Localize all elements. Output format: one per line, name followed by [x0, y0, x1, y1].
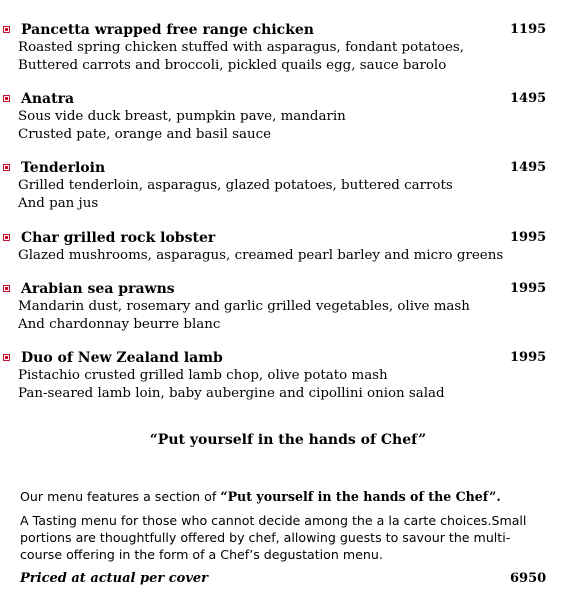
- description-line: Pan-seared lamb loin, baby aubergine and cipollini onion salad: [18, 386, 445, 401]
- item-description: [18, 108, 346, 144]
- tasting-price-label: Priced at actual per cover: [20, 571, 208, 586]
- item-price: 1995: [510, 230, 547, 245]
- chef-description: A Tasting menu for those who cannot decide among the a la carte choices.Small portions are thoughtfully offered by chef, allowing guests to savour the multi-course offering in the form of a Chef’s degustation menu.: [20, 513, 527, 562]
- bullet-icon: [3, 234, 10, 241]
- description-line: Mandarin dust, rosemary and garlic grilled vegetables, olive mash: [18, 299, 470, 314]
- bullet-icon: [3, 164, 10, 171]
- tasting-price: 6950: [510, 571, 547, 586]
- item-name: Pancetta wrapped free range chicken: [21, 22, 314, 38]
- item-name: Tenderloin: [21, 160, 106, 176]
- item-description: [18, 298, 470, 334]
- item-description: [18, 247, 503, 265]
- bullet-icon: [3, 354, 10, 361]
- description-line: And chardonnay beurre blanc: [18, 317, 221, 332]
- item-price: 1195: [510, 22, 547, 37]
- item-name: Anatra: [21, 91, 75, 107]
- item-name: Duo of New Zealand lamb: [21, 350, 223, 366]
- intro-text: Our menu features a section of: [20, 489, 221, 504]
- description-line: Glazed mushrooms, asparagus, creamed pearl barley and micro greens: [18, 248, 504, 263]
- item-name: Arabian sea prawns: [21, 281, 175, 297]
- item-description: [18, 367, 445, 403]
- description-line: And pan jus: [18, 196, 99, 211]
- description-line: Sous vide duck breast, pumpkin pave, mandarin: [18, 109, 346, 124]
- description-line: Buttered carrots and broccoli, pickled quails egg, sauce barolo: [18, 58, 447, 73]
- description-line: Grilled tenderloin, asparagus, glazed potatoes, buttered carrots: [18, 178, 453, 193]
- description-line: Roasted spring chicken stuffed with asparagus, fondant potatoes,: [18, 40, 465, 55]
- item-price: 1495: [510, 160, 547, 175]
- description-line: Pistachio crusted grilled lamb chop, olive potato mash: [18, 368, 388, 383]
- item-name: Char grilled rock lobster: [21, 230, 216, 246]
- item-description: [18, 177, 453, 213]
- bullet-icon: [3, 285, 10, 292]
- intro-highlight: “Put yourself in the hands of the Chef”.: [220, 489, 501, 504]
- item-description: [18, 39, 464, 75]
- chef-section-title: “Put yourself in the hands of Chef”: [149, 432, 427, 448]
- chef-intro: [20, 488, 550, 505]
- bullet-icon: [3, 26, 10, 33]
- item-price: 1995: [510, 350, 547, 365]
- bullet-icon: [3, 95, 10, 102]
- item-price: 1995: [510, 281, 547, 296]
- item-price: 1495: [510, 91, 547, 106]
- description-line: Crusted pate, orange and basil sauce: [18, 127, 272, 142]
